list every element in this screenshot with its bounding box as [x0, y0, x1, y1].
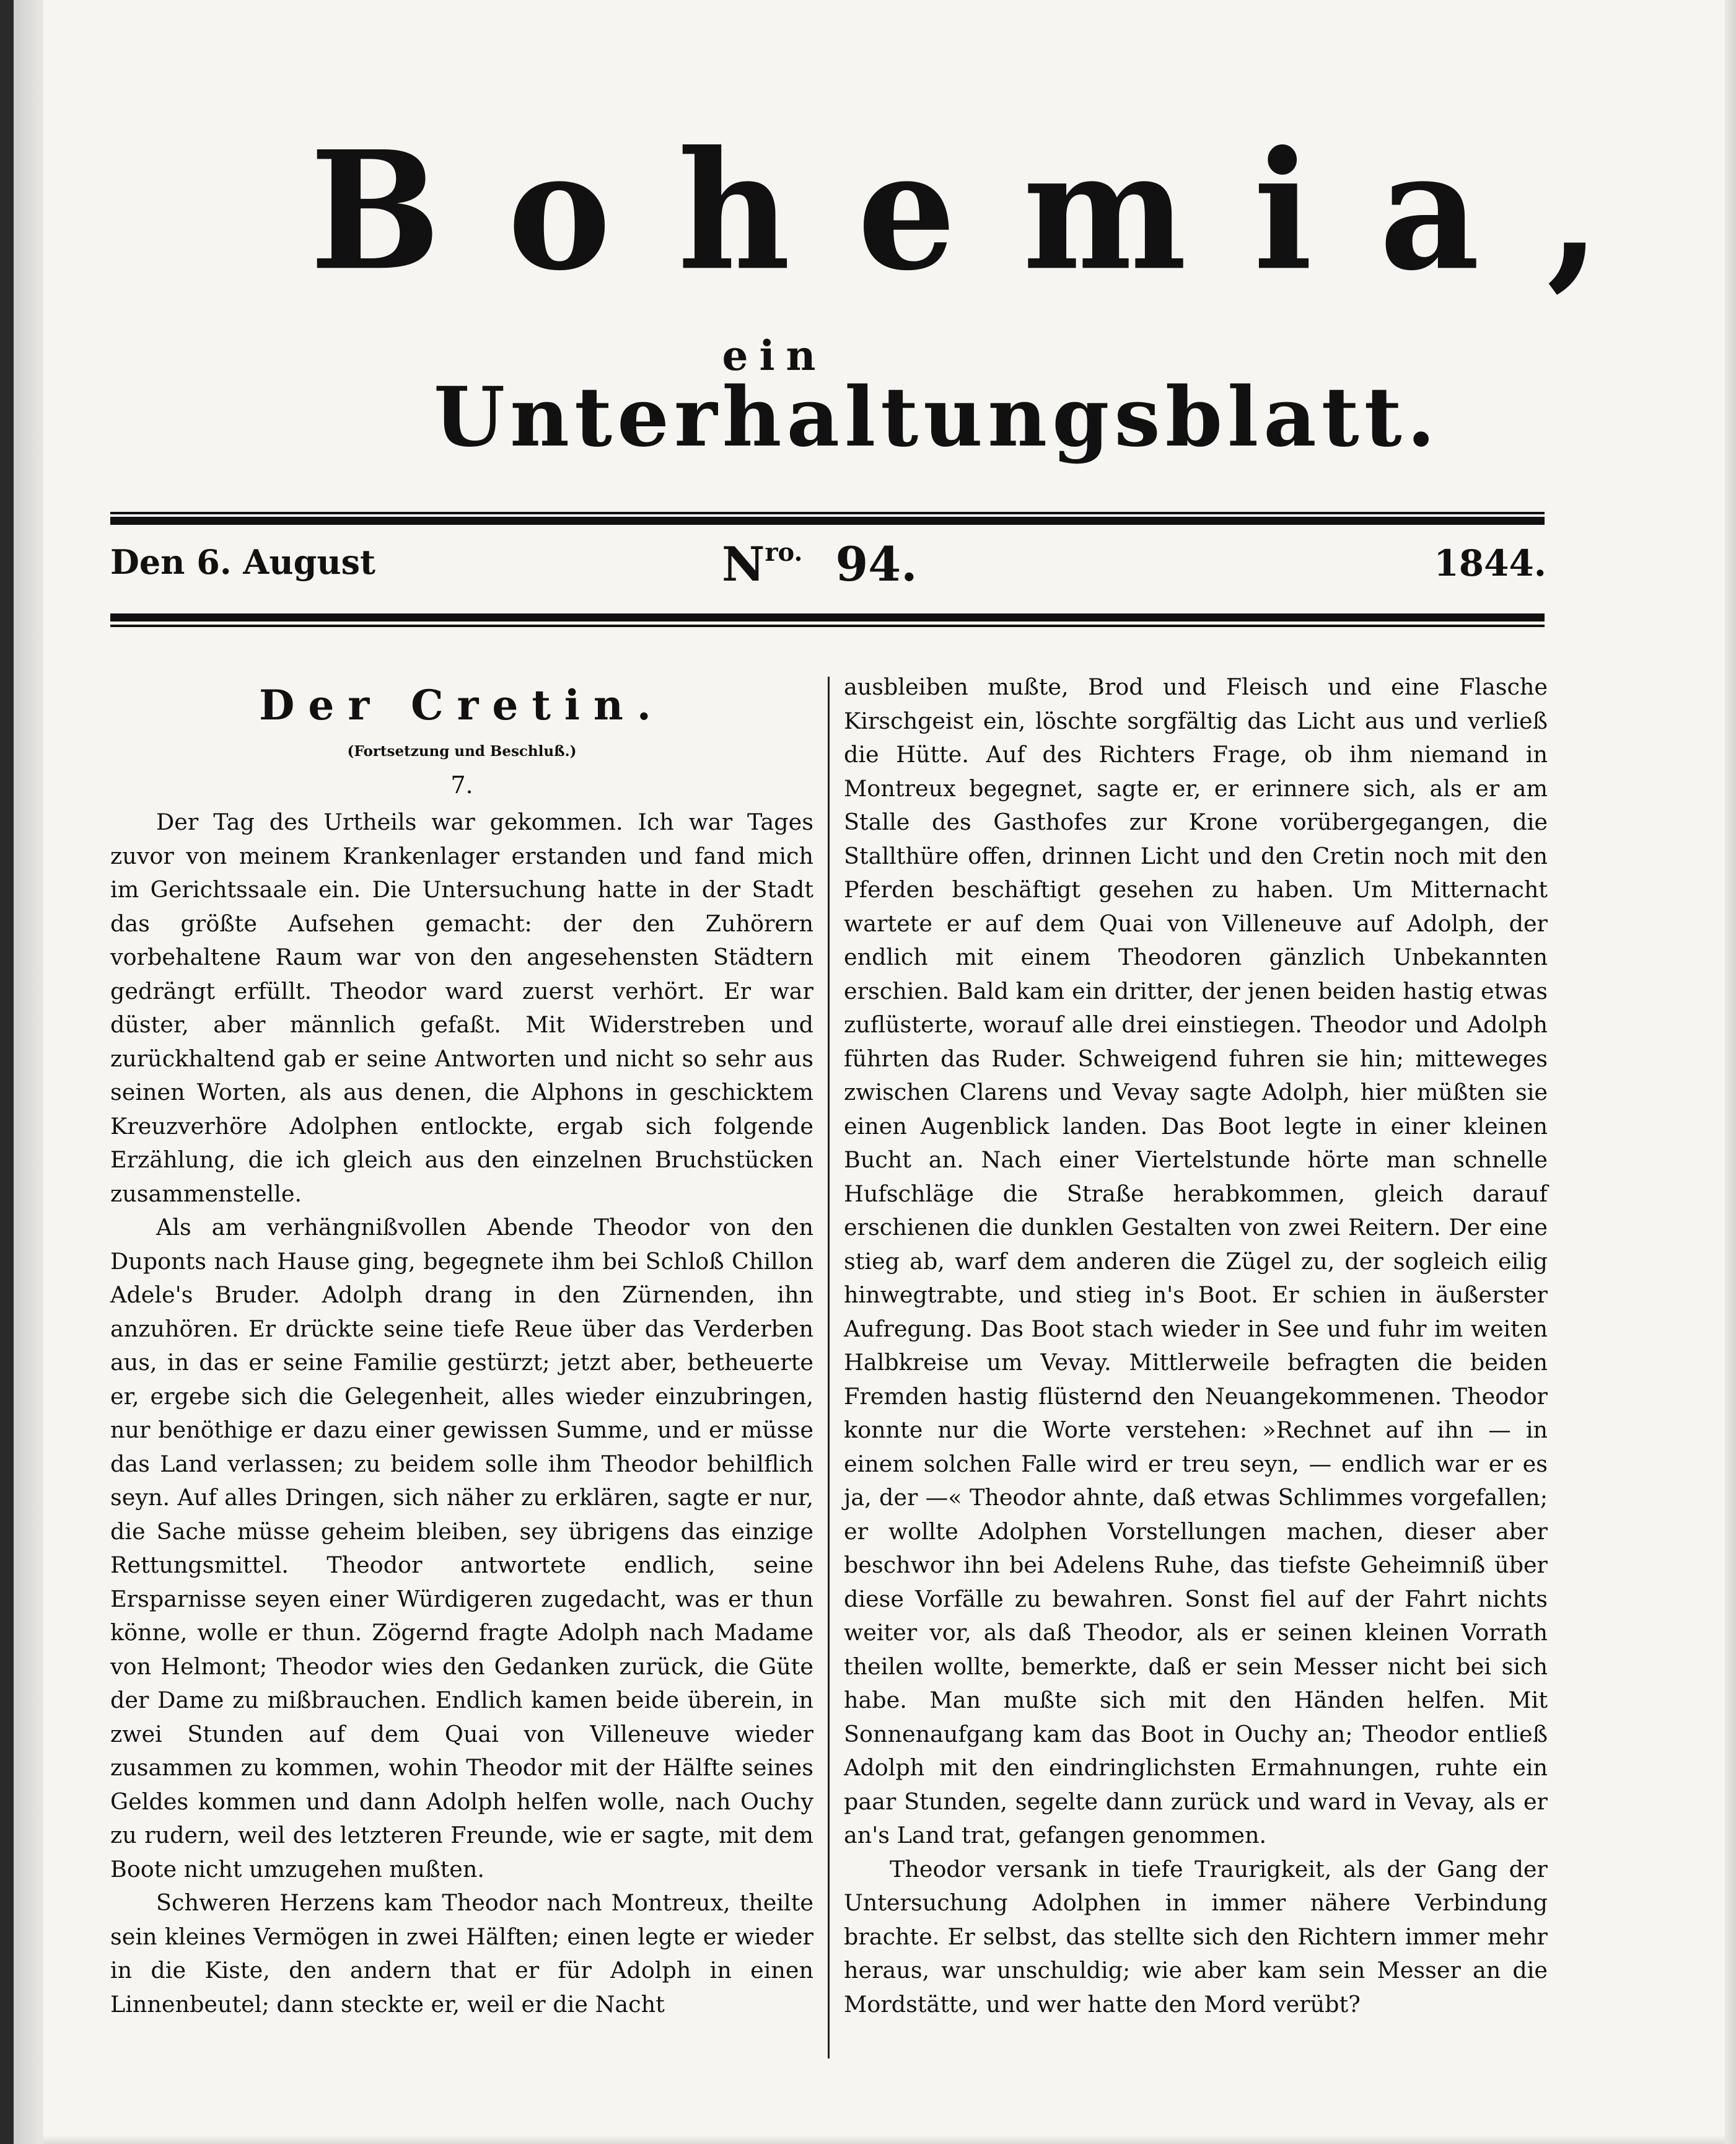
issue-date: Den 6. August [110, 542, 375, 582]
issue-number-suffix: ro. [765, 538, 803, 567]
dateline-rule-thick [110, 613, 1545, 622]
article-subtitle: (Fortsetzung und Beschluß.) [347, 743, 577, 760]
left-column [110, 669, 813, 2021]
issue-year: 1844. [1434, 542, 1546, 584]
paragraph: Als am verhängnißvollen Abende Theodor von den Duponts nach Hause ging, begegnete ihm bei Schloß Chillon Adele's Bruder. Adolph drang in den Zürnenden, ihn anzuhören. Er drückte seine tiefe Reue über das Verderben aus, in das er seine Familie gestürzt; jetzt aber, betheuerte er, ergebe sich die Gelegenheit, alles wieder einzubringen, nur benöthige er dazu einer gewissen Summe, und er müsse das Land verlassen; zu beidem solle ihm Theodor behilflich seyn. Auf alles Dringen, sich näher zu erklären, sagte er nur, die Sache müsse geheim bleiben, sey übrigens das einzige Rettungsmittel. Theodor antwortete endlich, seine Ersparnisse seyen einer Würdigeren zugedacht, was er thun könne, wolle er thun. Zögernd fragte Adolph nach Madame von Helmont; Theodor wies den Gedanken zurück, die Güte der Dame zu mißbrauchen. Endlich kamen beide überein, in zwei Stunden auf dem Quai von Villeneuve wieder zusammen zu kommen, wohin Theodor mit der Hälfte seines Geldes kommen und dann Adolph helfen wolle, nach Ouchy zu rudern, weil des letzteren Freunde, wie er sagte, mit dem Boote nicht umzugehen mußten. [110, 1214, 813, 1883]
issue-number-value: 94. [835, 537, 918, 592]
article-title: Der Cretin. [259, 681, 665, 729]
chapter-number: 7. [450, 771, 473, 799]
scan-left-edge [0, 0, 43, 2144]
issue-number [722, 537, 918, 592]
paragraph: ausbleiben mußte, Brod und Fleisch und eine Flasche Kirschgeist ein, löschte sorgfältig das Licht aus und verließ die Hütte. Auf des Richters Frage, ob ihm niemand in Montreux begegnet, sagte er, er erinnere sich, als er am Stalle des Gasthofes zur Krone vorübergegangen, die Stallthüre offen, drinnen Licht und den Cretin noch mit den Pferden beschäftigt gesehen zu haben. Um Mitternacht wartete er auf dem Quai von Villeneuve auf Adolph, der endlich mit einem Theodoren gänzlich Unbekannten erschien. Bald kam ein dritter, der jenen beiden hastig etwas zuflüsterte, worauf alle drei einstiegen. Theodor und Adolph führten das Ruder. Schweigend fuhren sie hin; mitteweges zwischen Clarens und Vevay sagte Adolph, hier müßten sie einen Augenblick landen. Das Boot legte in einer kleinen Bucht an. Nach einer Viertelstunde hörte man schnelle Hufschläge die Straße herabkommen, gleich darauf erschienen die dunklen Gestalten von zwei Reitern. Der eine stieg ab, warf dem anderen die Zügel zu, der sogleich eilig hinwegtrabte, und stieg in's Boot. Er schien in äußerster Aufregung. Das Boot stach wieder in See und fuhr im weiten Halbkreise um Vevay. Mittlerweile befragten die beiden Fremden hastig flüsternd den Neuangekommenen. Theodor konnte nur die Worte verstehen: »Rechnet auf ihn — in einem solchen Falle wird er treu seyn, — endlich war er es ja, der —« Theodor ahnte, daß etwas Schlimmes vorgefallen; er wollte Adolphen Vorstellungen machen, dieser aber beschwor ihn bei Adelens Ruhe, das tiefste Geheimniß über diese Vorfälle zu bewahren. Sonst fiel auf der Fahrt nichts weiter vor, als daß Theodor, als er seinen kleinen Vorrath theilen wollte, bemerkte, daß er sein Messer nicht bei sich habe. Man mußte sich mit den Händen helfen. Mit Sonnenaufgang kam das Boot in Ouchy an; Theodor entließ Adolph mit den eindringlichsten Ermahnungen, ruhte ein paar Stunden, segelte dann zurück und ward in Vevay, als er an's Land trat, gefangen genommen. [844, 674, 1548, 1848]
dateline-rule-thin [110, 625, 1545, 627]
scan-right-edge [1725, 0, 1736, 2144]
paragraph: Theodor versank in tiefe Traurigkeit, als der Gang der Untersuchung Adolphen in immer nähere Verbindung brachte. Er selbst, das stellte sich den Richtern immer mehr heraus, war unschuldig; wie aber kam sein Messer an die Mordstätte, und wer hatte den Mord verübt? [844, 1855, 1548, 2018]
masthead-title: Bohemia, [310, 115, 1668, 307]
issue-number-prefix: N [722, 537, 765, 592]
right-column [844, 670, 1548, 2021]
masthead-rule-thin-top [110, 512, 1545, 514]
column-divider [828, 677, 830, 2058]
masthead-rule-thick-top [110, 517, 1545, 525]
scan-bottom-edge [43, 2135, 1725, 2144]
paragraph: Der Tag des Urtheils war gekommen. Ich war Tages zuvor von meinem Krankenlager erstanden und fand mich im Gerichtssaale ein. Die Untersuchung hatte in der Stadt das größte Aufsehen gemacht: der den Zuhörern vorbehaltene Raum war von den angesehensten Städtern gedrängt erfüllt. Theodor ward zuerst verhört. Er war düster, aber männlich gefaßt. Mit Widerstreben und zurückhaltend gab er seine Antworten und nicht so sehr aus seinen Worten, als aus denen, die Alphons in geschicktem Kreuzverhöre Adolphen entlockte, ergab sich folgende Erzählung, die ich gleich aus den einzelnen Bruchstücken zusammenstelle. [110, 809, 813, 1207]
masthead-subtitle: Unterhaltungsblatt. [434, 369, 1440, 465]
masthead-ein: ein [722, 332, 827, 380]
paragraph: Schweren Herzens kam Theodor nach Montreux, theilte sein kleines Vermögen in zwei Hälften; einen legte er wieder in die Kiste, den andern that er für Adolph in einen Linnenbeutel; dann steckte er, weil er die Nacht [110, 1889, 813, 2018]
